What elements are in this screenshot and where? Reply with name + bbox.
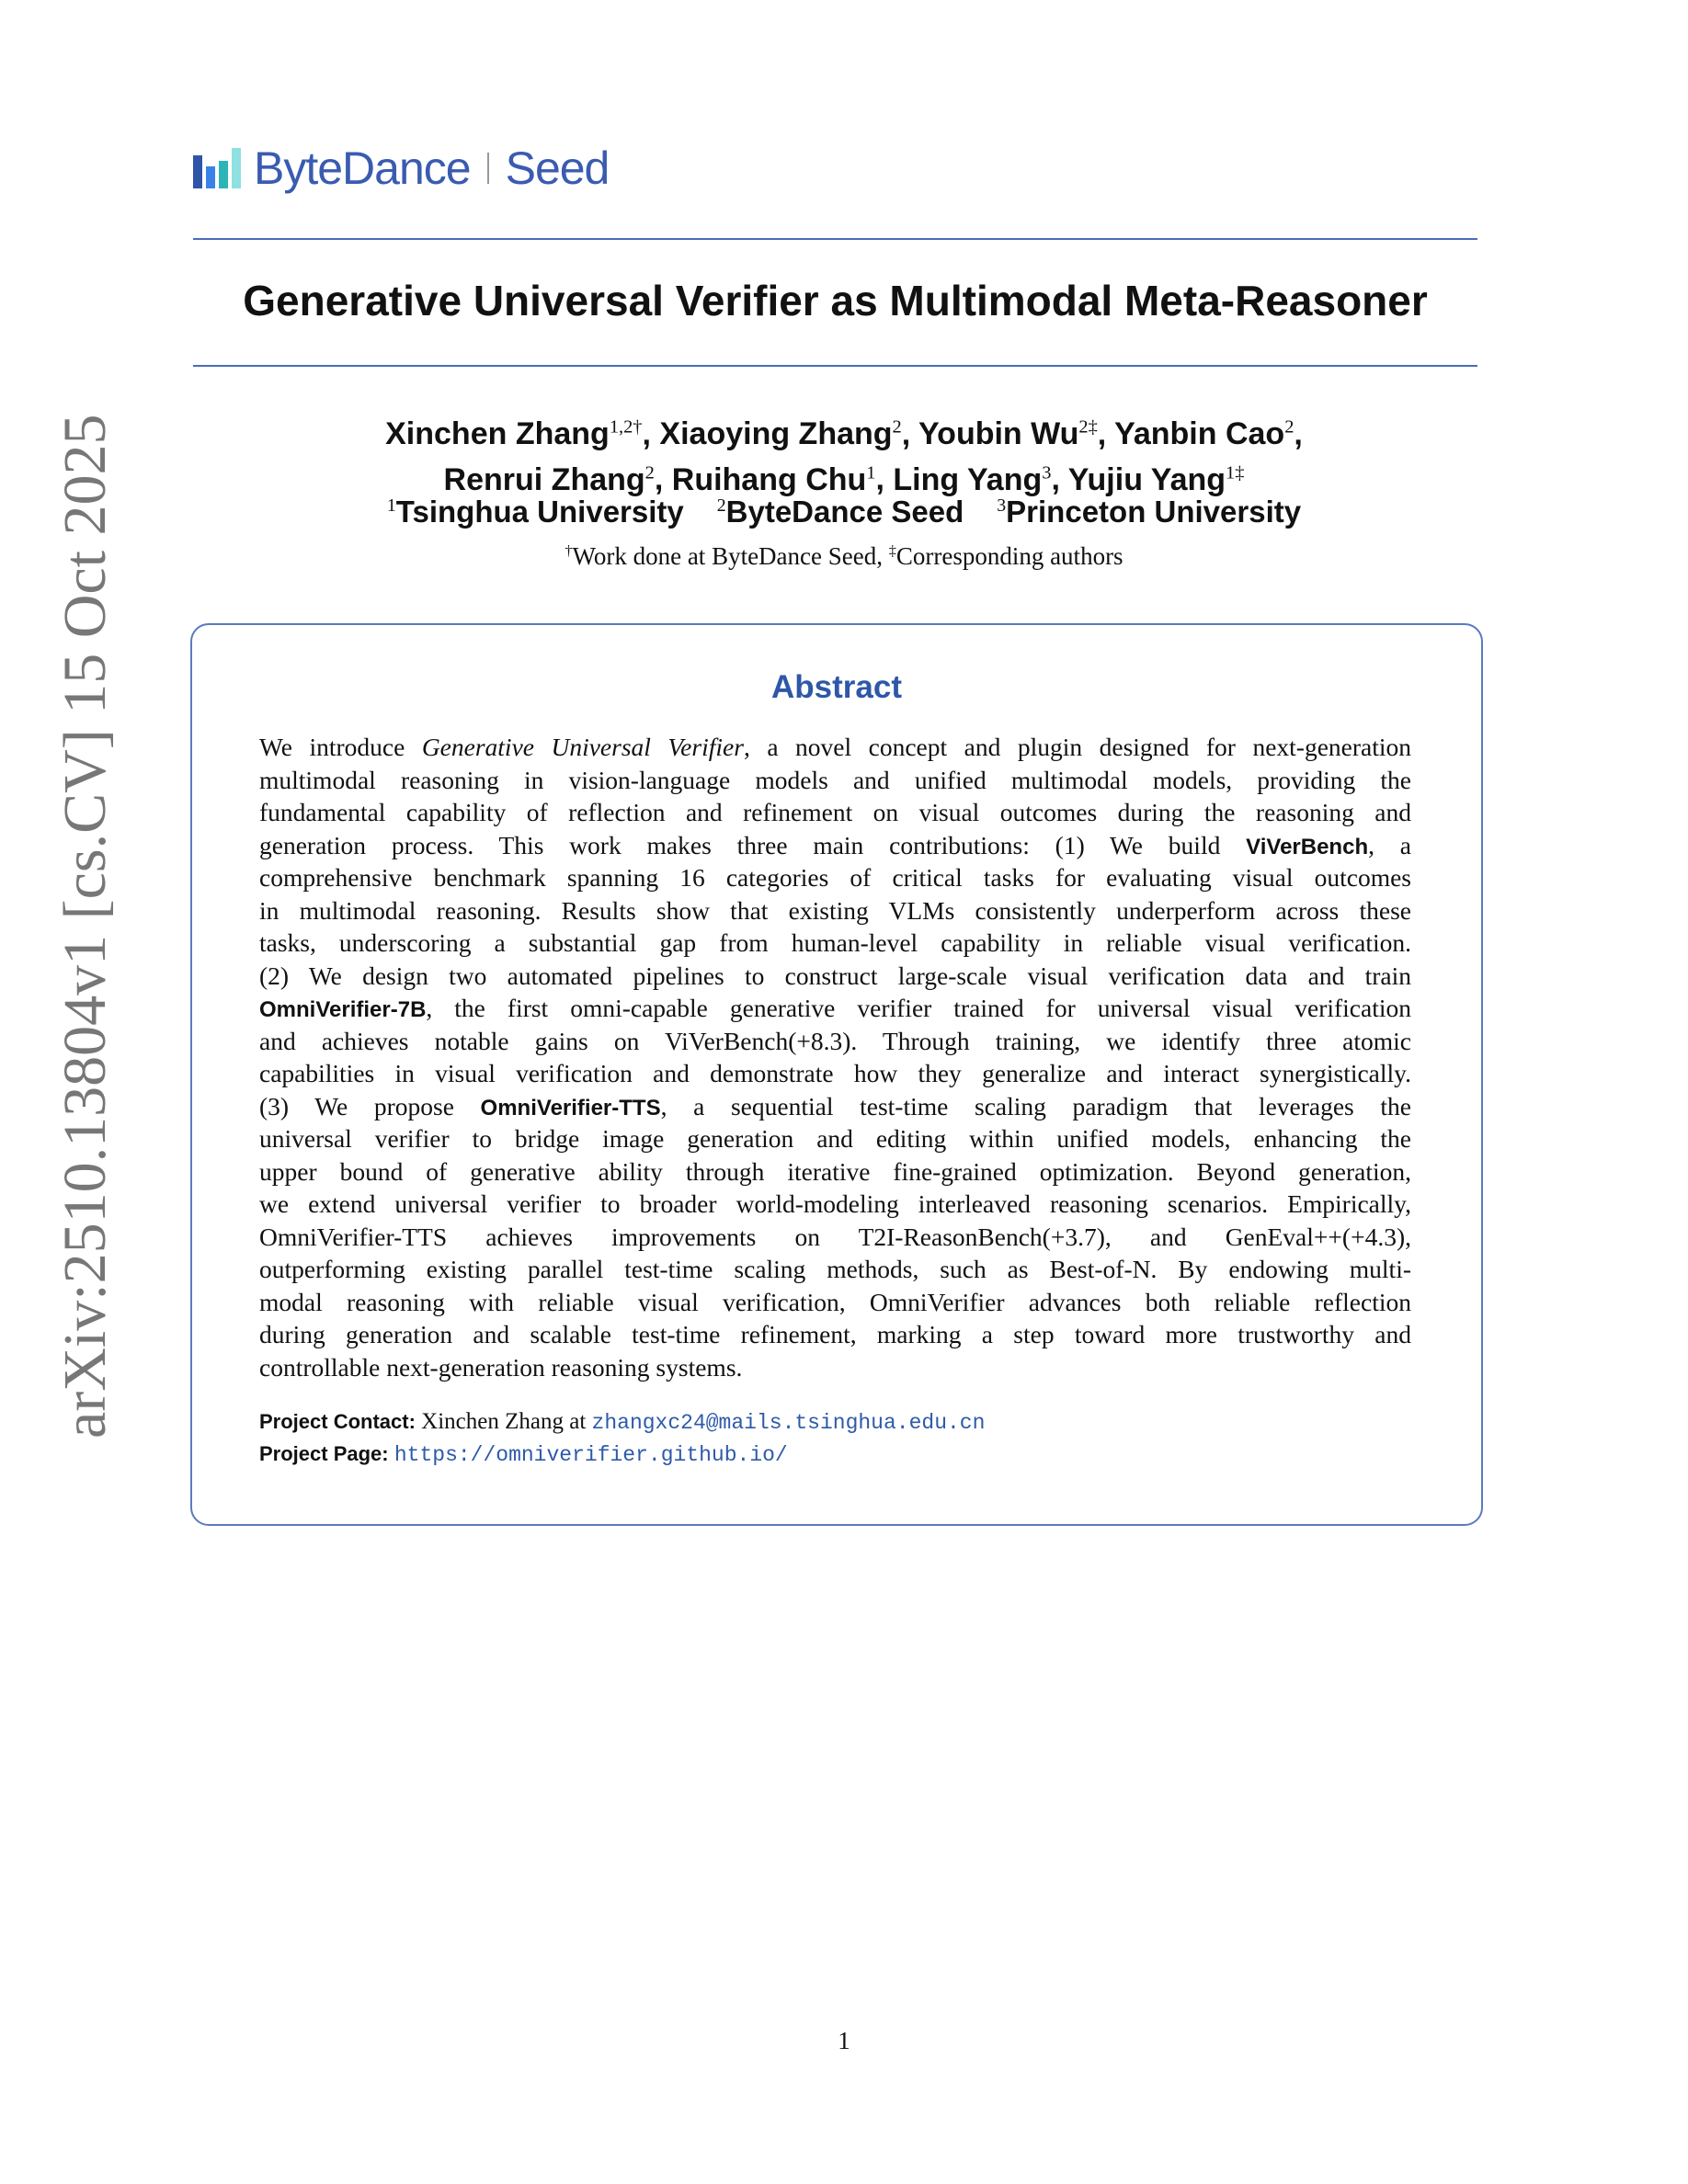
abstract-text: , a sequential test-time scaling paradigm that leverages the	[660, 1091, 1411, 1120]
project-page	[259, 1441, 788, 1467]
author	[893, 462, 1051, 497]
abstract-line	[259, 829, 1411, 862]
affiliation-mark: 1	[386, 495, 396, 516]
author-affil-mark: 2	[1284, 417, 1295, 438]
author-notes	[0, 542, 1688, 571]
abstract-line	[259, 1122, 1411, 1155]
ddagger-note: Corresponding authors	[895, 542, 1123, 570]
abstract-text: fundamental capability of reflection and refinement on visual outcomes during the reasoning and	[259, 798, 1411, 826]
abstract-text: We introduce	[259, 733, 422, 761]
author-name: Yanbin Cao	[1114, 416, 1285, 452]
project-page-link[interactable]: https://omniverifier.github.io/	[393, 1443, 788, 1467]
page-label: Project Page:	[259, 1442, 389, 1465]
author-line: Renrui Zhang$^2$, Ruihang Chu$^1$, Ling Yang$^3$, Yujiu Yang$^{1\ddagger}$	[443, 461, 1245, 497]
author-line: Xinchen Zhang$^{1,2\dagger}$, Xiaoying Zhang$^2$, Youbin $Wu^{2\ddagger}$, Yanbin Cao$^2$,	[385, 416, 1303, 452]
abstract-text: , a	[1368, 830, 1411, 859]
author-name: Xinchen Zhang	[385, 416, 610, 452]
contact-name: Xinchen Zhang at	[421, 1409, 592, 1434]
arxiv-stamp: arXiv:2510.13804v1 [cs.CV] 15 Oct 2025	[51, 414, 119, 1439]
abstract-text: generation process. This work makes three main contributions: (1) We build	[259, 830, 1247, 859]
logo-divider	[487, 153, 489, 184]
affiliations	[0, 495, 1688, 529]
author-affil-mark: 3	[1042, 462, 1052, 483]
abstract-line	[259, 1351, 1411, 1384]
abstract-line	[259, 1286, 1411, 1319]
bytedance-seed-logo	[193, 142, 609, 194]
author-name: Renrui Zhang	[443, 461, 645, 497]
bold-term: OmniVerifier-7B	[259, 997, 427, 1022]
abstract-line	[259, 1155, 1411, 1189]
abstract-line	[259, 894, 1411, 927]
abstract-line	[259, 764, 1411, 797]
affiliation	[387, 495, 684, 529]
abstract-text: , a novel concept and plugin designed for next-generation	[743, 733, 1411, 761]
paper-title: Generative Universal Verifier as Multimodal Meta-Reasoner	[243, 277, 1428, 324]
abstract-text: outperforming existing parallel test-time scaling methods, such as Best-of-N. By endowing multi-	[259, 1255, 1411, 1283]
top-rule	[193, 238, 1477, 240]
abstract-text: , the first omni-capable generative verifier trained for universal visual verification	[426, 994, 1411, 1022]
author	[659, 416, 901, 451]
abstract-text: universal verifier to bridge image generation and editing within unified models, enhancing the	[259, 1124, 1411, 1153]
abstract-text: upper bound of generative ability through iterative fine-grained optimization. Beyond generation,	[259, 1156, 1411, 1186]
author	[672, 462, 876, 497]
abstract-line	[259, 1221, 1411, 1254]
author-affil-mark: 2‡	[1078, 417, 1098, 438]
bold-term: ViVerBench	[1246, 834, 1369, 859]
author-name: Ling Yang	[893, 461, 1043, 497]
abstract-text: and achieves notable gains on ViVerBench(+8.3). Through training, we identify three atomic	[259, 1026, 1411, 1055]
abstract-text: we extend universal verifier to broader world-modeling interleaved reasoning scenarios. Empirically,	[259, 1189, 1411, 1218]
dagger-note: Work done at ByteDance Seed,	[572, 542, 889, 570]
abstract-heading: Abstract	[771, 669, 902, 705]
abstract-text: OmniVerifier-TTS achieves improvements on T2I-ReasonBench(+3.7), and GenEval++(+4.3),	[259, 1222, 1411, 1251]
author-affil-mark: 1,2†	[609, 417, 643, 438]
author-name: Yujiu Yang	[1067, 461, 1226, 497]
abstract-text: comprehensive benchmark spanning 16 categories of critical tasks for evaluating visual outcomes	[259, 863, 1411, 892]
abstract-text: multimodal reasoning in vision-language models and unified multimodal models, providing the	[259, 765, 1411, 794]
page-number: 1	[838, 2027, 850, 2054]
logo-brand: ByteDance	[254, 142, 471, 194]
author-name: Youbin Wu	[918, 416, 1079, 452]
author	[444, 462, 655, 497]
author-name: Xiaoying Zhang	[659, 416, 893, 452]
author-affil-mark: 1	[866, 462, 876, 483]
abstract-line	[259, 1025, 1411, 1058]
affiliation-name: Princeton University	[1006, 495, 1302, 529]
affiliation-name: Tsinghua University	[395, 495, 684, 529]
italic-term: Generative Universal Verifier	[421, 733, 744, 761]
author	[385, 416, 642, 451]
abstract-line	[259, 927, 1411, 960]
title-rule	[193, 365, 1477, 367]
abstract-line	[259, 731, 1411, 764]
abstract-line	[259, 992, 1411, 1025]
abstract-body	[259, 731, 1411, 1383]
abstract-text: during generation and scalable test-time refinement, marking a step toward more trustworthy and	[259, 1320, 1411, 1348]
affiliation-name: ByteDance Seed	[725, 495, 964, 529]
abstract-text: controllable next-generation reasoning systems.	[259, 1352, 743, 1382]
abstract-line	[259, 960, 1411, 993]
abstract-text: in multimodal reasoning. Results show that existing VLMs consistently underperform across these	[259, 895, 1411, 925]
author-list	[0, 408, 1688, 499]
abstract-line	[259, 1253, 1411, 1286]
abstract-text: (2) We design two automated pipelines to construct large-scale visual verification data and train	[259, 961, 1411, 990]
logo-product: Seed	[505, 142, 610, 194]
abstract-line	[259, 796, 1411, 829]
author	[1114, 416, 1294, 451]
bytedance-logo-icon	[193, 148, 241, 188]
abstract-text: modal reasoning with reliable visual verification, OmniVerifier advances both reliable reflection	[259, 1287, 1411, 1316]
affiliation	[717, 495, 964, 529]
author	[1068, 462, 1245, 497]
contact-email-link[interactable]: zhangxc24@mails.tsinghua.edu.cn	[591, 1411, 986, 1435]
author-affil-mark: 2	[892, 417, 902, 438]
abstract-line	[259, 1090, 1411, 1123]
ddagger-mark: ‡	[888, 542, 896, 559]
abstract-line	[259, 861, 1411, 894]
contact-label: Project Contact:	[259, 1410, 416, 1433]
abstract-text: (3) We propose	[259, 1091, 481, 1120]
abstract-text: tasks, underscoring a substantial gap from human-level capability in reliable visual verification.	[259, 928, 1411, 957]
abstract-line	[259, 1188, 1411, 1221]
abstract-line	[259, 1057, 1411, 1090]
author-affil-mark: 1‡	[1226, 462, 1245, 483]
bold-term: OmniVerifier-TTS	[480, 1095, 661, 1120]
dagger-mark: †	[565, 542, 573, 559]
abstract-text: capabilities in visual verification and demonstrate how they generalize and interact synergistically.	[259, 1059, 1411, 1087]
project-contact	[259, 1409, 985, 1435]
author-affil-mark: 2	[644, 462, 655, 483]
abstract-line	[259, 1318, 1411, 1351]
affiliation	[997, 495, 1301, 529]
affiliation-mark: 2	[716, 495, 726, 516]
author	[918, 416, 1098, 451]
author-name: Ruihang Chu	[671, 461, 867, 497]
affiliation-mark: 3	[997, 495, 1007, 516]
